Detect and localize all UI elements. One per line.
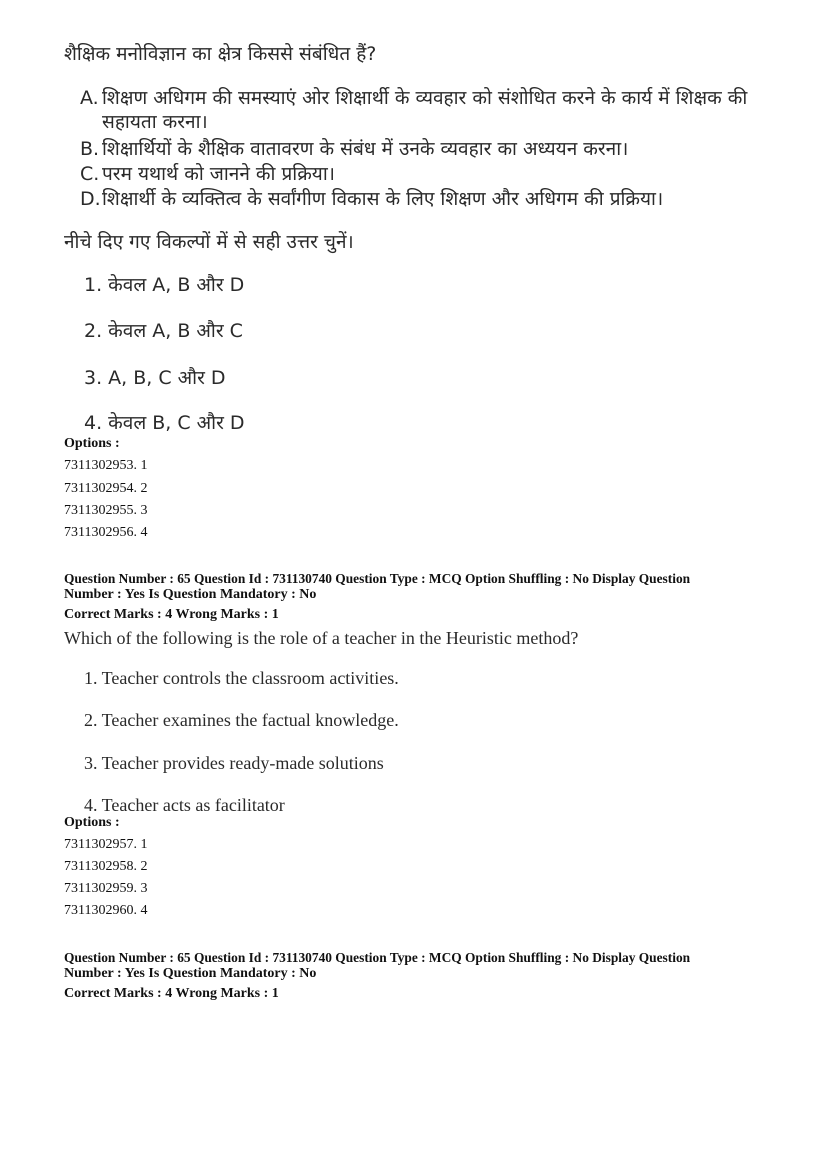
question-1-statement-d <box>80 187 663 211</box>
question-1-option-id-4: 7311302956. 4 <box>64 525 148 540</box>
question-1-option-id-2: 7311302954. 2 <box>64 481 148 496</box>
question-2-option-id-3: 7311302959. 3 <box>64 881 148 896</box>
question-3-meta-line-3: Correct Marks : 4 Wrong Marks : 1 <box>64 986 279 1001</box>
question-2-choice-4: 4. Teacher acts as facilitator <box>84 795 285 815</box>
question-1-choice-1: 1. केवल A, B और D <box>84 274 245 296</box>
statement-a-line1: शिक्षण अधिगम की समस्याएं ओर शिक्षार्थी के व्यवहार को संशोधित करने के कार्य में शिक्षक की <box>102 87 748 109</box>
question-2-option-id-2: 7311302958. 2 <box>64 859 148 874</box>
statement-b-label: B. <box>80 138 100 160</box>
question-1-statement-b <box>80 137 628 161</box>
statement-a-line2: सहायता करना। <box>102 111 208 133</box>
question-1-option-id-3: 7311302955. 3 <box>64 503 148 518</box>
question-1-text: शैक्षिक मनोविज्ञान का क्षेत्र किससे संबंधित हैं? <box>64 43 377 65</box>
question-1-instruction: नीचे दिए गए विकल्पों में से सही उत्तर चुनें। <box>64 231 354 253</box>
question-1-choice-4: 4. केवल B, C और D <box>84 412 245 434</box>
question-1-choice-2: 2. केवल A, B और C <box>84 320 243 342</box>
question-1-statement-c <box>80 162 335 186</box>
question-2-choice-1: 1. Teacher controls the classroom activities. <box>84 668 399 688</box>
question-3-meta-line-1: Question Number : 65 Question Id : 731130740 Question Type : MCQ Option Shuffling : No Display Question <box>64 950 691 965</box>
statement-b-line1: शिक्षार्थियों के शैक्षिक वातावरण के संबंध में उनके व्यवहार का अध्ययन करना। <box>102 138 629 160</box>
question-1-statement-a <box>80 86 747 134</box>
question-2-meta-line-1: Question Number : 65 Question Id : 731130740 Question Type : MCQ Option Shuffling : No Display Question <box>64 571 691 586</box>
question-2-options-label: Options : <box>64 815 120 830</box>
statement-d-line1: शिक्षार्थी के व्यक्तित्व के सर्वांगीण विकास के लिए शिक्षण और अधिगम की प्रक्रिया। <box>102 188 664 210</box>
statement-c-line1: परम यथार्थ को जानने की प्रक्रिया। <box>102 163 335 185</box>
question-2-option-id-1: 7311302957. 1 <box>64 837 148 852</box>
statement-c-label: C. <box>80 163 100 185</box>
question-1-option-id-1: 7311302953. 1 <box>64 458 148 473</box>
question-2-choice-2: 2. Teacher examines the factual knowledge. <box>84 710 399 730</box>
question-1-options-label: Options : <box>64 436 120 451</box>
question-3-meta-line-2: Number : Yes Is Question Mandatory : No <box>64 966 317 981</box>
question-1-choice-3: 3. A, B, C और D <box>84 367 226 389</box>
question-2-meta-line-2: Number : Yes Is Question Mandatory : No <box>64 587 317 602</box>
question-2-text: Which of the following is the role of a teacher in the Heuristic method? <box>64 628 579 648</box>
question-2-option-id-4: 7311302960. 4 <box>64 903 148 918</box>
statement-d-label: D. <box>80 188 101 210</box>
question-2-meta-line-3: Correct Marks : 4 Wrong Marks : 1 <box>64 607 279 622</box>
statement-a-label: A. <box>80 87 99 109</box>
question-2-choice-3: 3. Teacher provides ready-made solutions <box>84 753 384 773</box>
